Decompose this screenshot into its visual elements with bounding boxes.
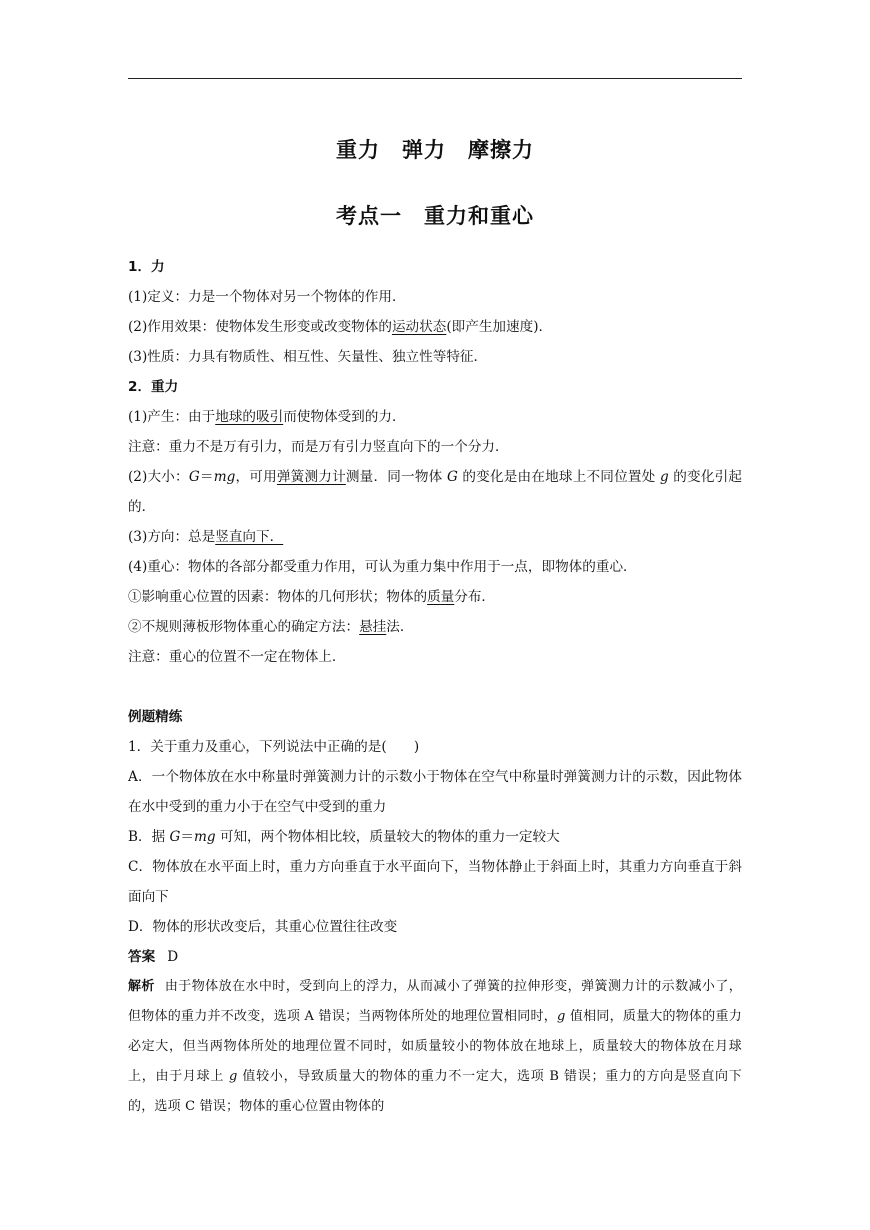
answer-label: 答案: [128, 949, 156, 965]
gravity-direction: (3)方向：总是竖直向下．: [128, 529, 284, 545]
force-properties: (3)性质：力具有物质性、相互性、矢量性、独立性等特征．: [128, 349, 488, 365]
example-heading: 例题精练: [128, 709, 183, 725]
page-title: 重力 弹力 摩擦力: [336, 138, 534, 162]
document-body: [128, 252, 742, 1122]
blank-answer: 竖直向下．: [215, 529, 284, 545]
gravity-note: 注意：重力不是万有引力，而是万有引力竖直向下的一个分力．: [128, 439, 509, 455]
cog-method: ②不规则薄板形物体重心的确定方法：悬挂法．: [128, 619, 414, 635]
option-c: C．物体放在水平面上时，重力方向垂直于水平面向下，当物体静止于斜面上时，其重力方向垂直于斜面向下: [128, 859, 742, 905]
section-title: 考点一 重力和重心: [336, 204, 534, 228]
option-b: B．据 G＝mg 可知，两个物体相比较，质量较大的物体的重力一定较大: [128, 829, 560, 845]
option-a: A．一个物体放在水中称量时弹簧测力计的示数小于物体在空气中称量时弹簧测力计的示数，因此物体在水中受到的重力小于在空气中受到的重力: [128, 769, 742, 815]
cog-factors: ①影响重心位置的因素：物体的几何形状；物体的质量分布．: [128, 589, 496, 605]
answer-line: [128, 942, 742, 972]
explanation-label: 解析: [128, 979, 155, 994]
blank-answer: 弹簧测力计: [276, 469, 346, 485]
option-d: D．物体的形状改变后，其重心位置往往改变: [128, 919, 398, 935]
header-rule: [128, 78, 742, 79]
blank-answer: 质量: [427, 589, 455, 605]
answer-value: D: [167, 949, 179, 965]
cog-note: 注意：重心的位置不一定在物体上．: [128, 649, 346, 665]
force-effect: (2)作用效果：使物体发生形变或改变物体的运动状态(即产生加速度)．: [128, 319, 553, 335]
center-of-gravity: (4)重心：物体的各部分都受重力作用，可认为重力集中作用于一点，即物体的重心．: [128, 559, 637, 575]
heading-force: 1．力: [128, 259, 165, 275]
force-definition: (1)定义：力是一个物体对另一个物体的作用．: [128, 289, 406, 305]
gravity-origin: (1)产生：由于地球的吸引而使物体受到的力．: [128, 409, 406, 425]
question-stem: 1．关于重力及重心，下列说法中正确的是( ): [128, 739, 420, 755]
gravity-magnitude: (2)大小：G＝mg，可用弹簧测力计测量．同一物体 G 的变化是由在地球上不同位置处 g 的变化引起的．: [128, 469, 742, 515]
blank-answer: 运动状态: [391, 319, 447, 335]
heading-gravity: 2．重力: [128, 379, 179, 395]
blank-answer: 悬挂: [359, 619, 387, 635]
blank-answer: 地球的吸引: [215, 409, 284, 425]
explanation: 解析 由于物体放在水中时，受到向上的浮力，从而减小了弹簧的拉伸形变，弹簧测力计的示数减小了，但物体的重力并不改变，选项 A 错误；当两物体所处的地理位置相同时，g 值相同，质量大的物体的重力必定大，但当两物体所处的地理位置不同时，如质量较小的物体放在地球上，质量较大的物体放在月球上，由于月球上 g 值较小，导致质量大的物体的重力不一定大，选项 B 错误；重力的方向是竖直向下的，选项 C 错误；物体的重心位置由物体的: [128, 979, 742, 1114]
